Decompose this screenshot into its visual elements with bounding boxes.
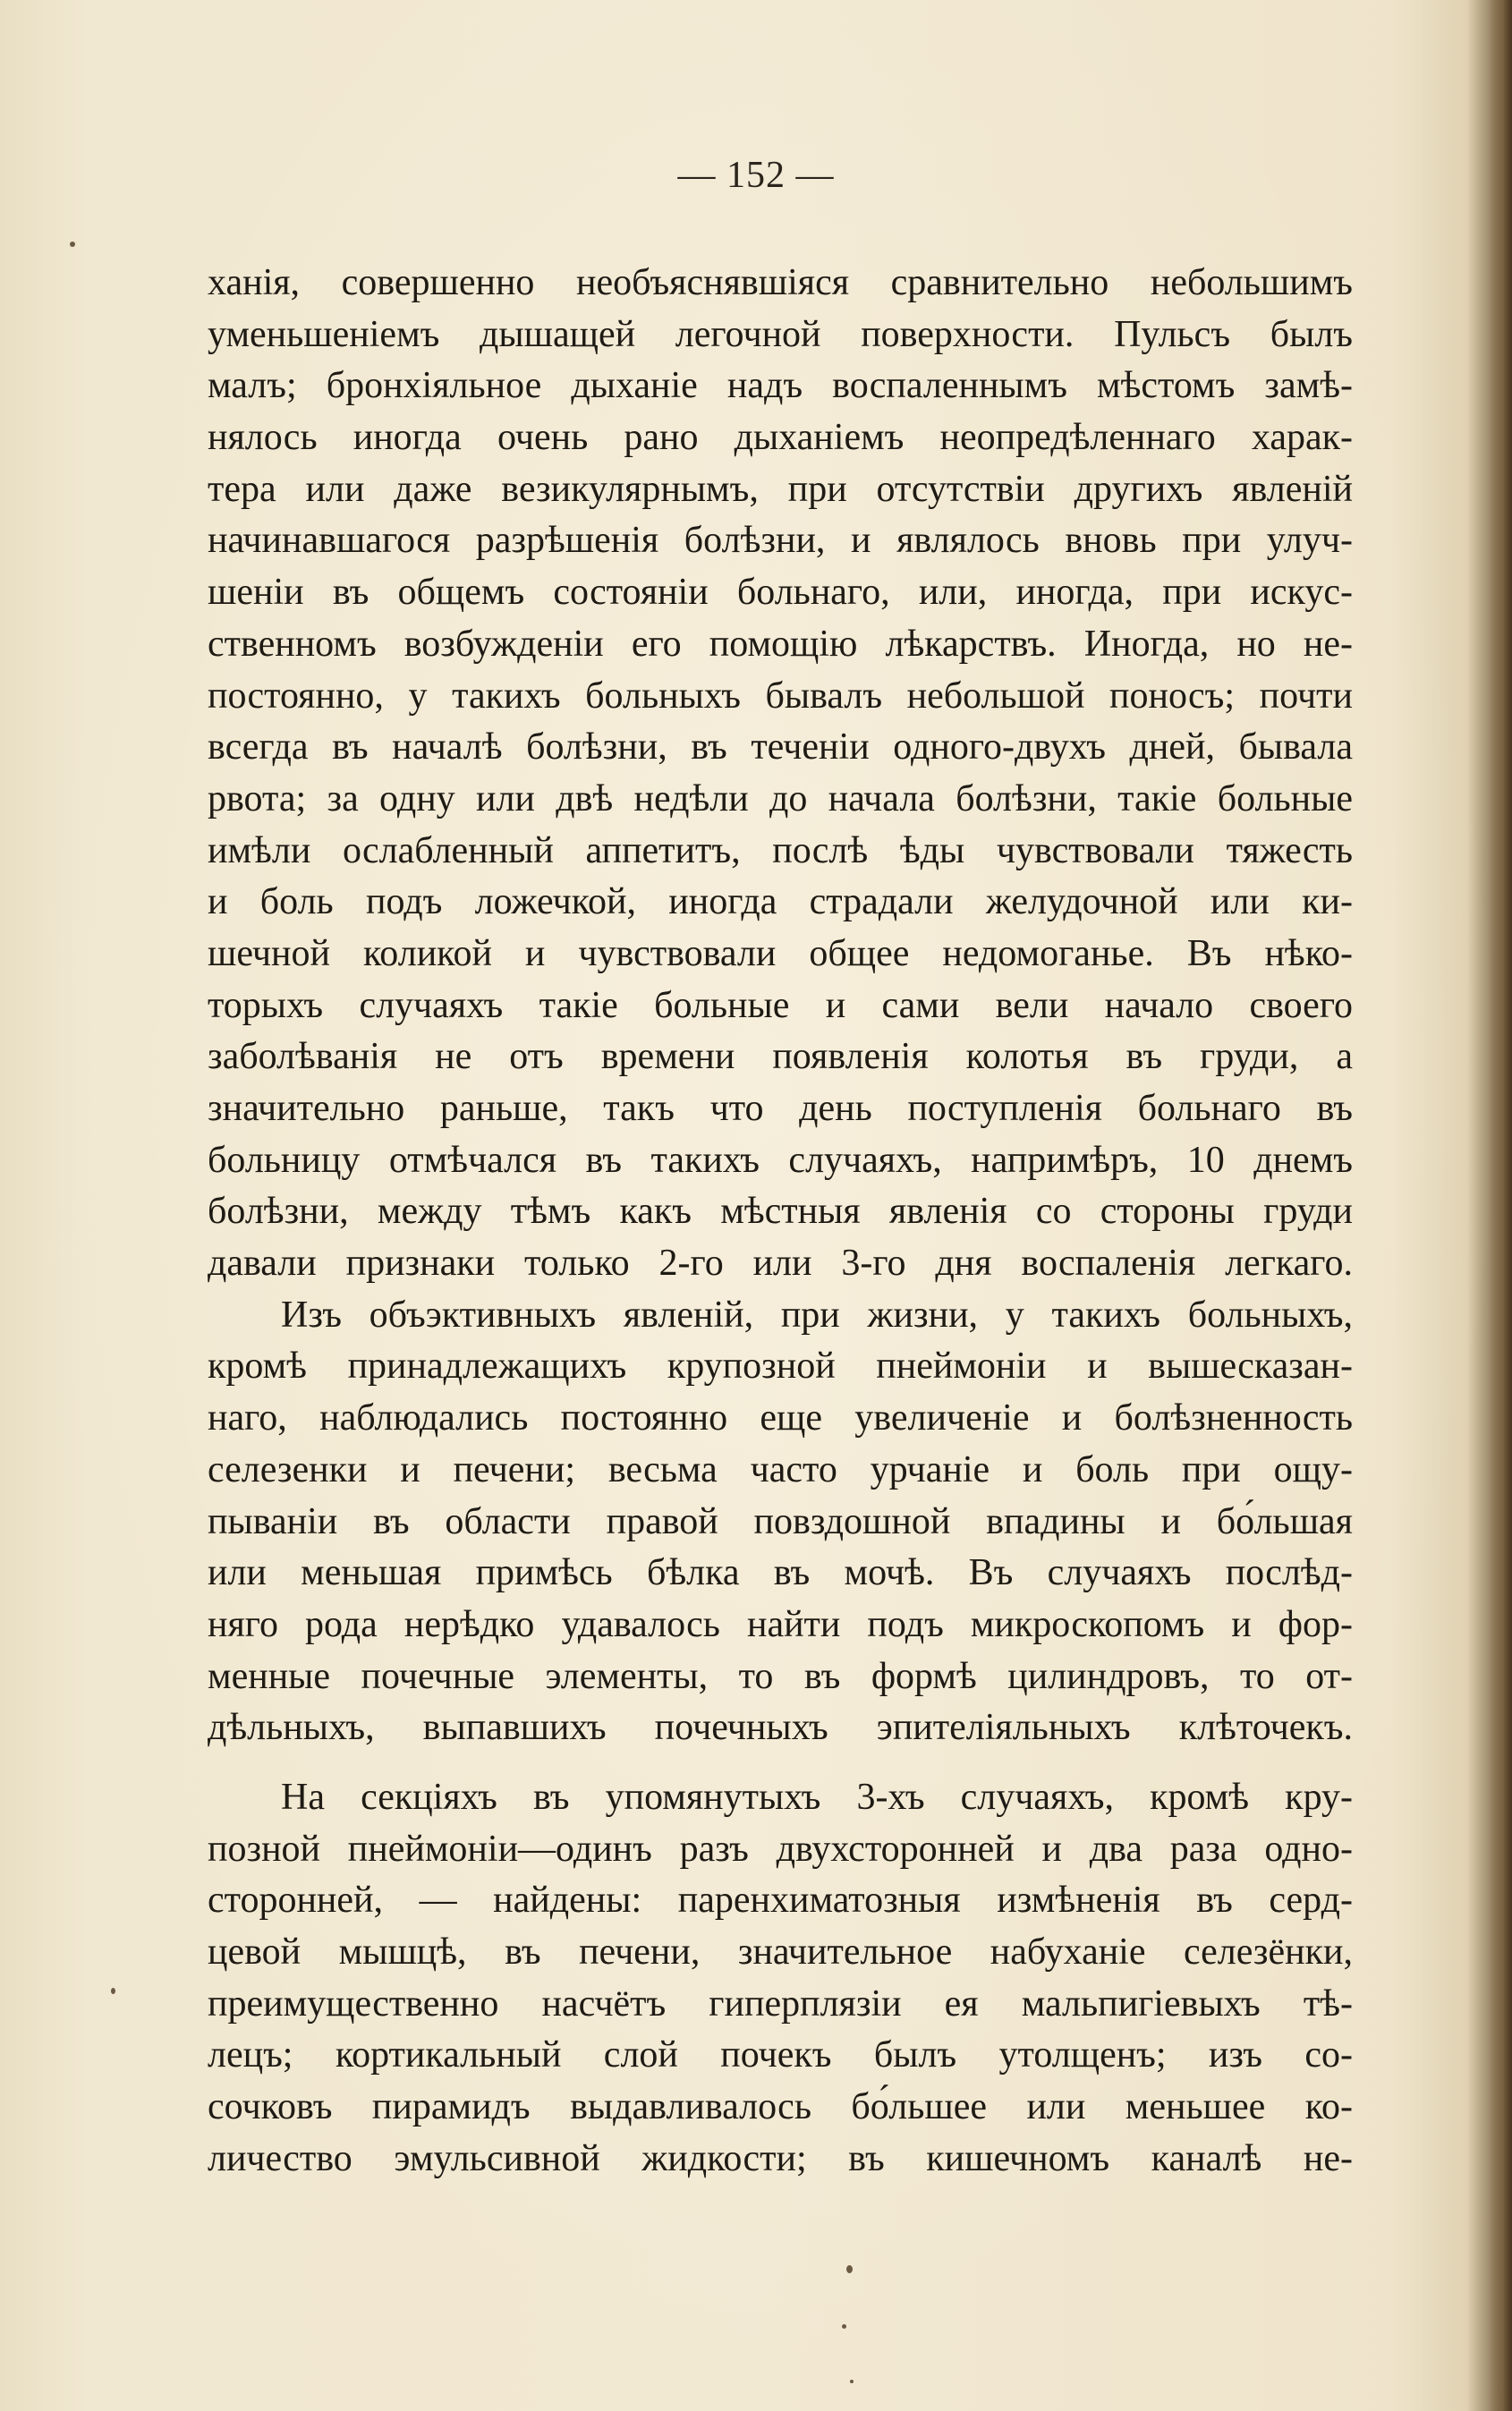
- text-line: шечной коликой и чувствовали общее недомоганье. Въ нѣко-: [208, 932, 1353, 974]
- text-line: заболѣванія не отъ времени появленія колотья въ груди, а: [208, 1036, 1353, 1078]
- text-line: рвота; за одну или двѣ недѣли до начала болѣзни, такіе больные: [208, 777, 1353, 819]
- text-line: кромѣ принадлежащихъ крупозной пнеймоніи и вышесказан-: [208, 1346, 1353, 1388]
- paper-speck: [70, 242, 75, 247]
- text-line: и боль подъ ложечкой, иногда страдали желудочной или ки-: [208, 881, 1353, 923]
- text-line: сторонней, — найдены: паренхиматозныя измѣненія въ серд-: [208, 1880, 1353, 1922]
- text-line: селезенки и печени; весьма часто урчаніе и боль при ощу-: [208, 1448, 1353, 1490]
- text-line: имѣли ослабленный аппетитъ, послѣ ѣды чувствовали тяжесть: [208, 829, 1353, 871]
- text-line: уменьшеніемъ дышащей легочной поверхности. Пульсъ былъ: [208, 313, 1353, 355]
- text-line: менные почечные элементы, то въ формѣ цилиндровъ, то от-: [208, 1655, 1353, 1697]
- page-edge-shadow: [1489, 0, 1512, 2411]
- paper-speck: [846, 2265, 853, 2273]
- text-line: дѣльныхъ, выпавшихъ почечныхъ эпителіяльныхъ клѣточекъ.: [208, 1707, 1353, 1749]
- text-line: цевой мышцѣ, въ печени, значительное набуханіе селезёнки,: [208, 1931, 1353, 1973]
- text-line: постоянно, у такихъ больныхъ бывалъ небольшой поносъ; почти: [208, 675, 1353, 717]
- paper-speck: [111, 1988, 115, 1994]
- text-line: няго рода нерѣдко удавалось найти подъ микроскопомъ и фор-: [208, 1603, 1353, 1645]
- paragraph-start-line: На секціяхъ въ упомянутыхъ 3-хъ случаяхъ, кромѣ кру-: [281, 1776, 1353, 1818]
- text-line: больницу отмѣчался въ такихъ случаяхъ, напримѣръ, 10 днемъ: [208, 1139, 1353, 1181]
- text-line: пываніи въ области правой повздошной впадины и бо́льшая: [208, 1500, 1353, 1542]
- paper-speck: [842, 2324, 846, 2329]
- text-line: малъ; бронхіяльное дыханіе надъ воспаленнымъ мѣстомъ замѣ-: [208, 365, 1353, 407]
- text-line: личество эмульсивной жидкости; въ кишечномъ каналѣ не-: [208, 2137, 1353, 2179]
- text-line: преимущественно насчётъ гиперплязіи ея мальпигіевыхъ тѣ-: [208, 1982, 1353, 2025]
- text-line: начинавшагося разрѣшенія болѣзни, и являлось вновь при улуч-: [208, 520, 1353, 562]
- text-line: позной пнеймоніи—одинъ разъ двухсторонней и два раза одно-: [208, 1828, 1353, 1870]
- text-line: торыхъ случаяхъ такіе больные и сами вели начало своего: [208, 984, 1353, 1026]
- paper-speck: [850, 2380, 854, 2383]
- text-line: или меньшая примѣсь бѣлка въ мочѣ. Въ случаяхъ послѣд-: [208, 1552, 1353, 1594]
- paragraph-start-line: Изъ объэктивныхъ явленій, при жизни, у такихъ больныхъ,: [281, 1294, 1353, 1336]
- text-line: значительно раньше, такъ что день поступленія больнаго въ: [208, 1088, 1353, 1129]
- text-line: сочковъ пирамидъ выдавливалось бо́льшее или меньшее ко-: [208, 2086, 1353, 2128]
- text-line: давали признаки только 2-го или 3-го дня воспаленія легкаго.: [208, 1243, 1353, 1285]
- text-line: тера или даже везикулярнымъ, при отсутствіи другихъ явленій: [208, 468, 1353, 510]
- text-line: болѣзни, между тѣмъ какъ мѣстныя явленія со стороны груди: [208, 1191, 1353, 1233]
- text-line: ханія, совершенно необъяснявшіяся сравнительно небольшимъ: [208, 262, 1353, 303]
- page-number: — 152 —: [677, 155, 835, 196]
- text-line: лецъ; кортикальный слой почекъ былъ утолщенъ; изъ со-: [208, 2034, 1353, 2076]
- text-line: нялось иногда очень рано дыханіемъ неопредѣленнаго харак-: [208, 417, 1353, 459]
- text-line: ственномъ возбужденіи его помощію лѣкарствъ. Иногда, но не-: [208, 623, 1353, 665]
- text-line: наго, наблюдались постоянно еще увеличеніе и болѣзненность: [208, 1397, 1353, 1439]
- text-line: всегда въ началѣ болѣзни, въ теченіи одного-двухъ дней, бывала: [208, 726, 1353, 768]
- text-line: шеніи въ общемъ состояніи больнаго, или, иногда, при искус-: [208, 572, 1353, 614]
- body-text: [208, 258, 1353, 2185]
